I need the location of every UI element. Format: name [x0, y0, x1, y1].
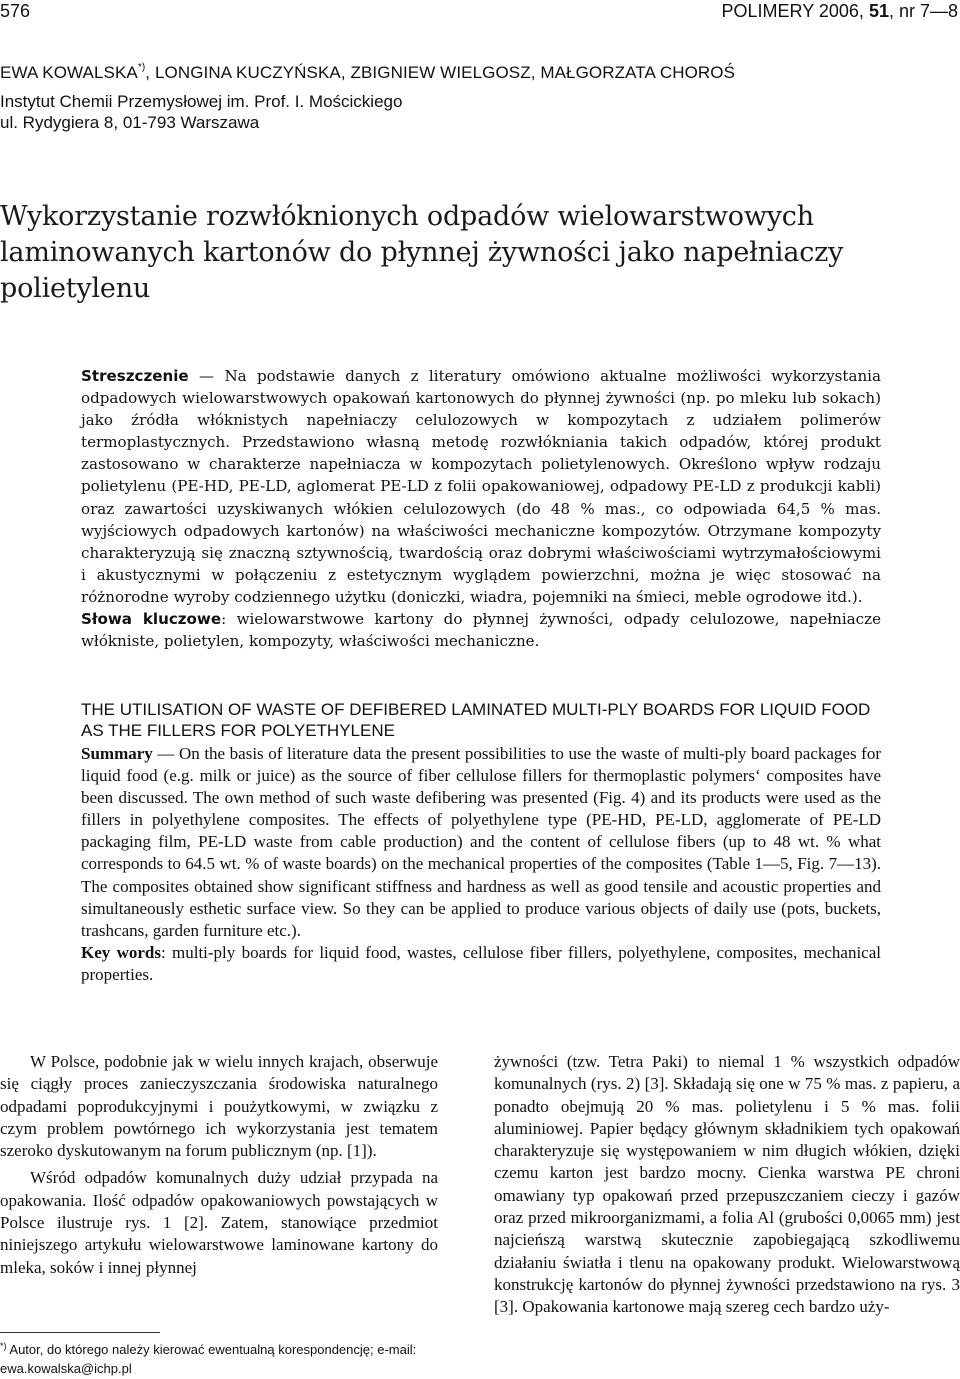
abstract-english [81, 743, 881, 986]
abstract-en-paragraph [81, 743, 881, 942]
journal-suffix: , nr 7—8 [888, 1, 958, 21]
body-column-left [0, 1051, 438, 1279]
abstract-en-text: — On the basis of literature data the present possibilities to use the waste of multi-ply board packages for liquid food (e.g. milk or juice) as the source of fiber cellulose fillers for thermoplastic polymers‘ composites have been discussed. The own method of such waste defibering was presented (Fig. 4) and its products were used as the fillers in polyethylene composites. The effects of polyethylene type (PE-HD, PE-LD, agglomerate of PE-LD packaging film, PE-LD waste from cable production) and the content of cellulose fibers (up to 48 wt. % what corresponds to 64.5 wt. % of waste boards) on the mechanical properties of the composites (Table 1—5, Fig. 7—13). The composites obtained show significant stiffness and hardness as well as good tensile and acoustic properties and simultaneously esthetic surface view. So they can be applied to produce various objects of daily use (pots, buckets, trashcans, garden furniture etc.). [81, 744, 881, 940]
co-authors: , LONGINA KUCZYŃSKA, ZBIGNIEW WIELGOSZ, MAŁGORZATA CHOROŚ [145, 63, 736, 82]
abstract-pl-text: — Na podstawie danych z literatury omówiono aktualne możliwości wykorzystania odpadowych wielowarstwowych opakowań kartonowych do płynnej żywności (np. po mleku lub sokach) jako źródła włóknistych napełniaczy celulozowych w kompozytach z udziałem polimerów termoplastycznych. Przedstawiono własną metodę rozwłókniania takich odpadów, której produkt zastosowano w charakterze napełniacza w kompozytach polietylenowych. Określono wpływ rodzaju polietylenu (PE-HD, PE-LD, aglomerat PE-LD z folii opakowaniowej, odpadowy PE-LD z produkcji kabli) oraz zawartości uzyskiwanych włókien celulozowych (do 48 % mas., co odpowiada 64,5 % mas. wyjściowych odpadowych kartonów) na właściwości mechaniczne kompozytów. Otrzymane kompozyty charakteryzują się znaczną sztywnością, twardością oraz dobrymi właściwościami wytrzymałościowymi i akustycznymi w połączeniu z estetycznym wyglądem powierzchni, można je więc stosować na różnorodne wyroby codziennego użytku (doniczki, wiadra, pojemniki na śmieci, meble ogrodowe itd.). [81, 367, 881, 606]
abstract-pl-paragraph [81, 365, 881, 608]
affiliation-institute: Instytut Chemii Przemysłowej im. Prof. I. Mościckiego [0, 92, 403, 111]
abstract-en-label: Summary [81, 744, 153, 763]
running-header [0, 0, 960, 30]
title-line-3: polietylenu [0, 273, 151, 304]
body-column-right [494, 1051, 960, 1319]
title-line-1: Wykorzystanie rozwłóknionych odpadów wielowarstwowych [0, 201, 814, 232]
body-paragraph-1: W Polsce, podobnie jak w wielu innych krajach, obserwuje się ciągły proces zanieczyszczania środowiska naturalnego odpadami poprodukcyjnymi i poużytkowymi, w związku z czym problem powtórnego ich wykorzystania jest tematem szeroko dyskutowanym na forum publicznym (np. [1]). [0, 1052, 438, 1161]
keywords-pl-text: : wielowarstwowe kartony do płynnej żywności, odpady celulozowe, napełniacze włókniste, polietylen, kompozyty, właściwości mechaniczne. [81, 610, 881, 651]
body-paragraph-3: żywności (tzw. Tetra Paki) to niemal 1 % wszystkich odpadów komunalnych (rys. 2) [3]. Składają się one w 75 % mas. z papieru, a ponadto obejmują 20 % mas. polietylenu i 5 % mas. folii aluminiowej. Papier będący głównym składnikiem tych opakowań charakteryzuje się występowaniem w nim długich włókien, dzięki czemu karton jest bardzo mocny. Cienka warstwa PE chroni omawiany typ opakowań przed przepuszczaniem cieczy i gazów oraz przed mikroorganizmami, a folia Al (grubości 0,0065 mm) jest najcieńszą warstwą skutecznie zapobiegającą szkodliwemu działaniu światła i tlenu na opakowany produkt. Wielowarstwową konstrukcję kartonów do płynnej żywności przedstawiono na rys. 3 [3]. Opakowania kartonowe mają szereg cech bardzo uży- [494, 1052, 960, 1317]
journal-reference [722, 0, 958, 22]
footnote [0, 1337, 470, 1378]
english-title: THE UTILISATION OF WASTE OF DEFIBERED LAMINATED MULTI-PLY BOARDS FOR LIQUID FOOD AS THE FILLERS FOR POLYETHYLENE [81, 700, 871, 740]
keywords-pl-paragraph [81, 608, 881, 652]
affiliation-address: ul. Rydygiera 8, 01-793 Warszawa [0, 113, 260, 132]
keywords-en-paragraph [81, 942, 881, 986]
author-footnote-marker: *) [137, 62, 146, 73]
keywords-pl-label: Słowa kluczowe [81, 610, 222, 629]
footnote-marker: *) [0, 1341, 7, 1351]
abstract-polish [81, 365, 881, 652]
abstract-pl-label: Streszczenie [81, 367, 189, 385]
page-number: 576 [0, 1, 31, 21]
journal-volume: 51 [868, 1, 889, 21]
author-list [0, 57, 960, 83]
corresponding-author: EWA KOWALSKA [0, 63, 138, 82]
journal-prefix: POLIMERY 2006, [721, 1, 869, 21]
footnote-divider [0, 1332, 160, 1333]
title-line-2: laminowanych kartonów do płynnej żywności jako napełniaczy [0, 237, 844, 268]
paper-title [0, 199, 960, 307]
keywords-en-label: Key words [81, 942, 161, 962]
keywords-en-text: : multi-ply boards for liquid food, wastes, cellulose fiber fillers, polyethylene, composites, mechanical properties. [81, 942, 881, 984]
footnote-text: Autor, do którego należy kierować ewentualną korespondencję; e-mail: ewa.kowalska@ichp.pl [0, 1342, 417, 1376]
body-paragraph-2: Wśród odpadów komunalnych duży udział przypada na opakowania. Ilość odpadów opakowaniowych powstających w Polsce ilustruje rys. 1 [2]. Zatem, stanowiące przedmiot niniejszego artykułu wielowarstwowe laminowane kartony do mleka, soków i innej płynnej [0, 1168, 438, 1277]
affiliation [0, 91, 600, 133]
